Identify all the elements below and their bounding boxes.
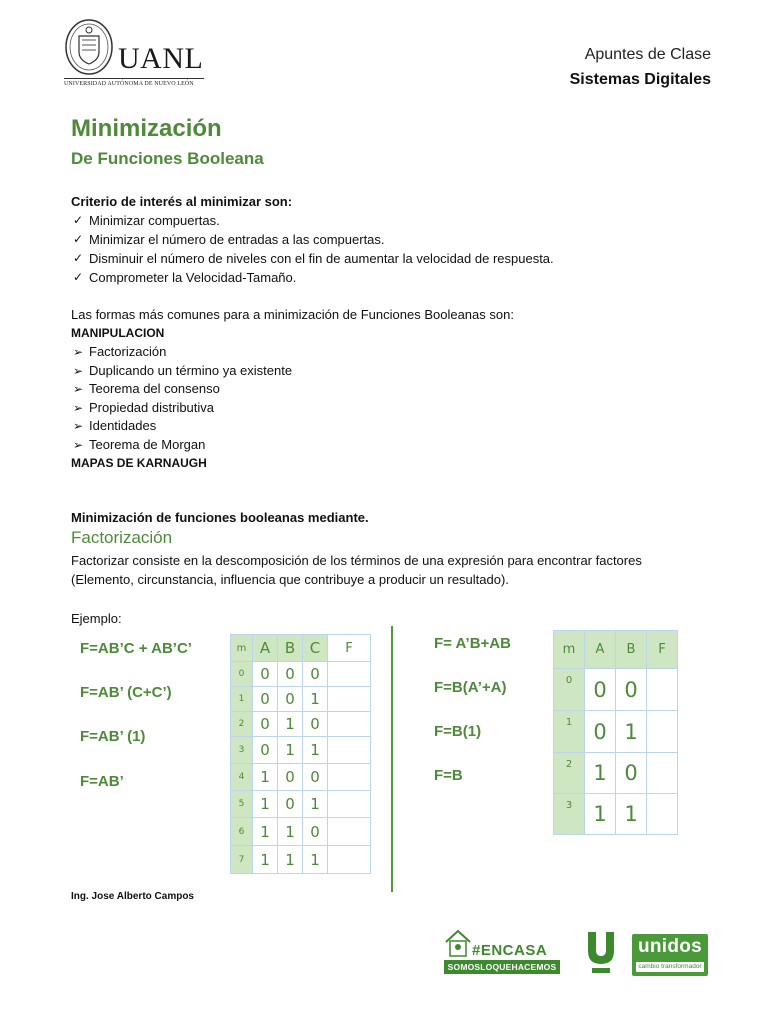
forms-block <box>71 305 691 473</box>
example2-step: F=B <box>434 767 463 784</box>
table-row: 6 1 1 0 <box>231 818 371 846</box>
table-row: 2 1 0 <box>554 753 678 794</box>
logo-divider <box>64 78 204 79</box>
section-paragraph-line: (Elemento, circunstancia, influencia que contribuye a producir un resultado). <box>71 572 509 587</box>
header-notes-label: Apuntes de Clase <box>584 46 711 63</box>
encasa-tagline: SOMOSLOQUEHACEMOS <box>444 960 560 974</box>
header-cell: B <box>278 635 303 662</box>
vertical-divider <box>391 626 393 892</box>
arrow-bullet-icon: ➢ <box>72 345 84 359</box>
checkmark-icon: ✓ <box>72 213 84 227</box>
table-row: 0 0 0 0 <box>231 662 371 687</box>
criteria-item: ✓ Minimizar el número de entradas a las compuertas. <box>72 232 385 247</box>
example-label: Ejemplo: <box>71 611 122 626</box>
page-title: Minimización <box>71 115 222 142</box>
forms-item: ➢ Identidades <box>71 417 691 436</box>
example1-step: F=AB’ (1) <box>80 728 146 745</box>
unidos-wordmark: unidos <box>637 936 703 957</box>
criteria-block <box>71 192 691 287</box>
section-heading: Factorización <box>71 528 173 547</box>
example1-step: F=AB’ <box>80 773 124 790</box>
table-row: 0 0 0 <box>554 669 678 711</box>
arrow-bullet-icon: ➢ <box>72 419 84 433</box>
arrow-bullet-icon: ➢ <box>72 437 84 452</box>
author-name: Ing. Jose Alberto Campos <box>71 891 194 902</box>
header-cell: F <box>647 631 678 669</box>
checkmark-icon: ✓ <box>72 270 84 284</box>
forms-list <box>71 343 691 454</box>
table-row: 5 1 0 1 <box>231 791 371 818</box>
header-cell: m <box>554 631 585 669</box>
header-cell: A <box>253 635 278 662</box>
example2-step: F=B(1) <box>434 723 482 740</box>
example2-step: F= A’B+AB <box>434 635 511 652</box>
forms-group-karnaugh: MAPAS DE KARNAUGH <box>71 456 207 470</box>
truth-table-abc <box>230 634 371 874</box>
example2-step: F=B(A’+A) <box>434 679 507 696</box>
header-cell: A <box>585 631 616 669</box>
section-lead: Minimización de funciones booleanas mediante. <box>71 510 369 525</box>
university-fullname: UNIVERSIDAD AUTÓNOMA DE NUEVO LEÓN <box>64 81 194 87</box>
table-row: 4 1 0 0 <box>231 764 371 791</box>
unidos-logo <box>632 934 708 976</box>
forms-group-manipulacion: MANIPULACION <box>71 326 165 340</box>
house-icon <box>444 928 472 958</box>
table-header-row <box>231 635 371 662</box>
criteria-heading: Criterio de interés al minimizar son: <box>71 194 293 209</box>
example1-step: F=AB’C + AB’C’ <box>80 640 192 657</box>
table-header-row <box>554 631 678 669</box>
encasa-logo <box>444 928 560 974</box>
arrow-bullet-icon: ➢ <box>72 382 84 396</box>
table-row: 3 0 1 1 <box>231 737 371 764</box>
example1-step: F=AB’ (C+C’) <box>80 684 172 701</box>
table-row: 2 0 1 0 <box>231 712 371 737</box>
uanl-wordmark: UANL <box>118 42 204 75</box>
uanl-seal-icon <box>64 18 114 76</box>
header-cell: F <box>328 635 371 662</box>
criteria-item: ✓ Disminuir el número de niveles con el fin de aumentar la velocidad de respuesta. <box>72 251 554 266</box>
forms-item: ➢ Propiedad distributiva <box>71 399 691 418</box>
table-row: 1 0 0 1 <box>231 687 371 712</box>
arrow-bullet-icon: ➢ <box>72 400 84 415</box>
criteria-list <box>71 211 691 287</box>
forms-item: ➢ Duplicando un término ya existente <box>71 362 691 381</box>
header-cell: m <box>231 635 253 662</box>
forms-item: ➢ Factorización <box>71 343 691 362</box>
forms-item: ➢ Teorema de Morgan <box>71 436 691 455</box>
page-subtitle: De Funciones Booleana <box>71 149 264 168</box>
u-logo-icon <box>585 930 617 974</box>
checkmark-icon: ✓ <box>72 232 84 246</box>
truth-table-ab <box>553 630 678 835</box>
table-row: 1 0 1 <box>554 711 678 753</box>
table-row: 3 1 1 <box>554 794 678 835</box>
section-paragraph-line: Factorizar consiste en la descomposición de los términos de una expresión para encontrar factores <box>71 553 642 568</box>
table-row: 7 1 1 1 <box>231 846 371 874</box>
section-paragraph <box>71 551 711 589</box>
arrow-bullet-icon: ➢ <box>72 363 84 378</box>
criteria-item: ✓ Minimizar compuertas. <box>72 213 220 228</box>
criteria-item: ✓ Comprometer la Velocidad-Tamaño. <box>72 270 297 285</box>
header-course-name: Sistemas Digitales <box>569 71 711 88</box>
header-cell: C <box>303 635 328 662</box>
forms-intro: Las formas más comunes para a minimización de Funciones Booleanas son: <box>71 307 514 322</box>
checkmark-icon: ✓ <box>72 251 84 265</box>
encasa-hashtag: #ENCASA <box>472 942 548 959</box>
unidos-tagline: cambio transformador <box>636 962 704 972</box>
header-cell: B <box>616 631 647 669</box>
forms-item: ➢ Teorema del consenso <box>71 380 691 399</box>
